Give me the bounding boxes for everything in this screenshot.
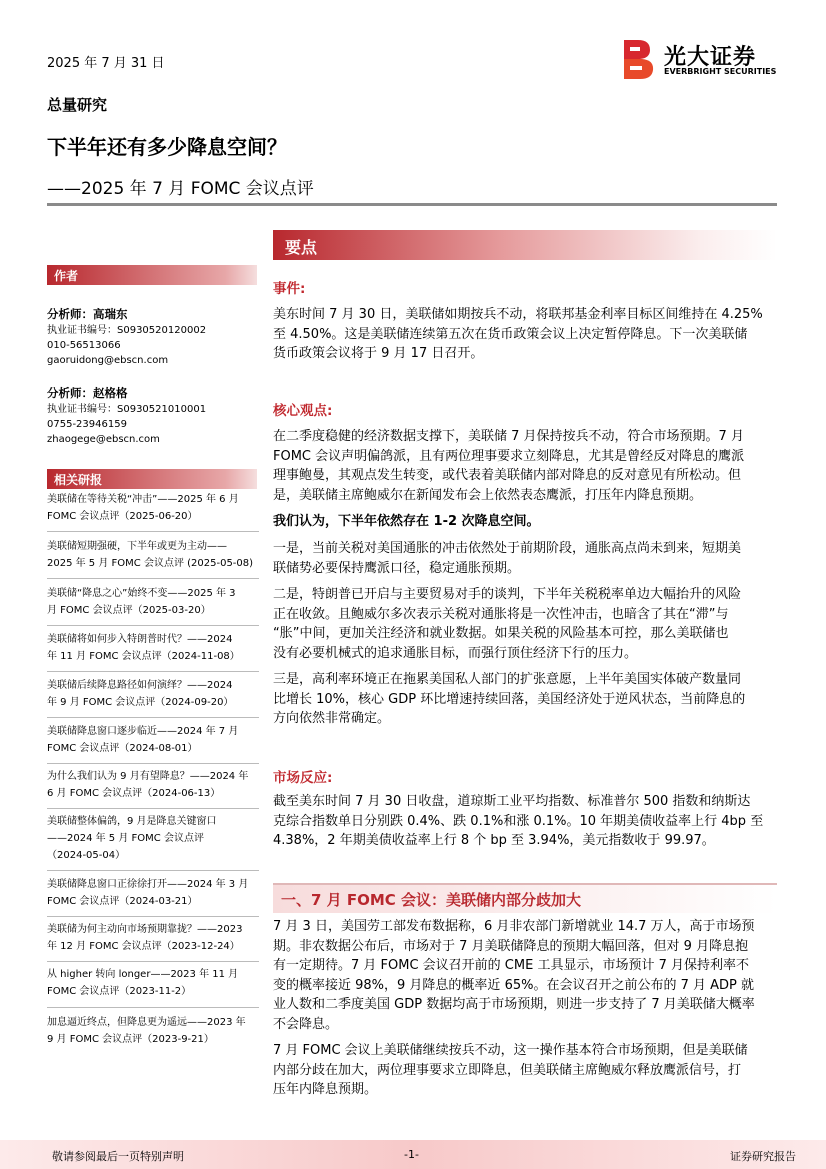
related-divider: [47, 578, 259, 579]
related-report-item[interactable]: 美联储整体偏鸽，9 月是降息关键窗口 ——2024 年 5 月 FOMC 会议点评 （2024-05-04）: [47, 816, 217, 861]
key-points-header-bar: [273, 230, 777, 260]
section-heading-bar: [273, 883, 777, 913]
related-divider: [47, 961, 259, 962]
header-divider: [47, 203, 777, 206]
related-report-item[interactable]: 美联储为何主动向市场预期靠拢？——2023 年 12 月 FOMC 会议点评（2023-12-24）: [47, 924, 243, 952]
related-report-item[interactable]: 美联储在等待关税“冲击”——2025 年 6 月 FOMC 会议点评（2025-06-20）: [47, 494, 239, 522]
related-divider: [47, 808, 259, 809]
section-one-paragraph-1: 7 月 3 日，美国劳工部发布数据称，6 月非农部门新增就业 14.7 万人，高于市场预 期。非农数据公布后，市场对于 7 月美联储降息的预期大幅回落，但对 9 月降息抱 有一定期待。7 月 FOMC 会议召开前的 CME 工具显示，市场预计 7 月保持利率不 变的概率接近 98%，9 月降息的概率近 65%。在会议召开之前公布的 7 月 ADP 就 业人数和二季度美国 GDP 数据均高于市场预期，则进一步支持了 7 月美联储大概率 不会降息。: [273, 919, 755, 1032]
event-paragraph: 美东时间 7 月 30 日，美联储如期按兵不动，将联邦基金利率目标区间维持在 4.25% 至 4.50%。这是美联储连续第五次在货币政策会议上决定暂停降息。下一次美联储 货币政策会议将于 9 月 17 日召开。: [273, 307, 763, 362]
author-cert: 执业证书编号：S0930520120002: [47, 325, 207, 336]
author-email[interactable]: zhaogege@ebscn.com: [47, 434, 160, 445]
related-divider: [47, 625, 259, 626]
author-block: [47, 384, 206, 447]
authors-label: 作者: [54, 269, 79, 283]
author-cert: 执业证书编号：S0930521010001: [47, 404, 207, 415]
everbright-logo-icon: [620, 38, 656, 80]
related-report-item[interactable]: 美联储“降息之心”始终不变——2025 年 3 月 FOMC 会议点评（2025-03-20）: [47, 588, 236, 616]
author-phone: 010-56513066: [47, 340, 121, 351]
related-divider: [47, 916, 259, 917]
author-name: 分析师：高瑞东: [47, 307, 128, 321]
related-report-item[interactable]: 为什么我们认为 9 月有望降息？——2024 年 6 月 FOMC 会议点评（2024-06-13）: [47, 771, 249, 799]
point-three-paragraph: 三是，高利率环境正在拖累美国私人部门的扩张意愿，上半年美国实体破产数量同 比增长 10%，核心 GDP 环比增速持续回落，美国经济处于逆风状态，当前降息的 方向依然非常确定。: [273, 672, 746, 727]
authors-header-bar: [47, 265, 257, 285]
related-report-item[interactable]: 美联储降息窗口正徐徐打开——2024 年 3 月 FOMC 会议点评（2024-03-21）: [47, 879, 249, 907]
author-email[interactable]: gaoruidong@ebscn.com: [47, 355, 169, 366]
related-header-bar: [47, 469, 257, 489]
author-phone: 0755-23946159: [47, 419, 127, 430]
author-name: 分析师：赵格格: [47, 386, 128, 400]
market-reaction-paragraph: 截至美东时间 7 月 30 日收盘，道琼斯工业平均指数、标准普尔 500 指数和纳斯达 克综合指数单日分别跌 0.4%、跌 0.1%和涨 0.1%。10 年期美债收益率上行 4bp 至 4.38%，2 年期美债收益率上行 8 个 bp 至 3.94%，美元指数收于 99.97。: [273, 794, 764, 849]
market-reaction-label: 市场反应:: [273, 770, 333, 786]
report-date: 2025 年 7 月 31 日: [47, 56, 165, 71]
related-report-item[interactable]: 美联储降息窗口逐步临近——2024 年 7 月 FOMC 会议点评（2024-08-01）: [47, 726, 239, 754]
related-divider: [47, 1007, 259, 1008]
point-two-paragraph: 二是，特朗普已开启与主要贸易对手的谈判，下半年关税税率单边大幅抬升的风险 正在收敛。且鲍威尔多次表示关税对通胀将是一次性冲击，也暗含了其在“滞”与 “胀”中间，更加关注经济和就业数据。如果关税的风险基本可控，那么美联储也 没有必要机械式的追求通胀目标，而强行顶住经济下行的压力。: [273, 587, 742, 661]
related-divider: [47, 763, 259, 764]
related-report-item[interactable]: 美联储短期强硬，下半年或更为主动—— 2025 年 5 月 FOMC 会议点评 (2025-05-08): [47, 541, 254, 569]
key-points-label: 要点: [285, 238, 318, 257]
company-logo: [620, 38, 780, 82]
related-divider: [47, 531, 259, 532]
author-block: [47, 305, 206, 368]
section-one-paragraph-2: 7 月 FOMC 会议上美联储继续按兵不动，这一操作基本符合市场预期，但是美联储 内部分歧在加大，两位理事要求立即降息，但美联储主席鲍威尔释放鹰派信号，打 压年内降息预期。: [273, 1043, 748, 1098]
related-report-item[interactable]: 美联储后续降息路径如何演绎？——2024 年 9 月 FOMC 会议点评（2024-09-20）: [47, 680, 234, 708]
report-type: 证券研究报告: [730, 1150, 796, 1163]
point-one-paragraph: 一是，当前关税对美国通胀的冲击依然处于前期阶段，通胀高点尚未到来，短期美 联储势必要保持鹰派口径，稳定通胀预期。: [273, 541, 742, 576]
disclaimer-link[interactable]: 敬请参阅最后一页特别声明: [52, 1150, 184, 1163]
related-report-item[interactable]: 美联储将如何步入特朗普时代？——2024 年 11 月 FOMC 会议点评（2024-11-08）: [47, 634, 240, 662]
page-number: -1-: [404, 1148, 419, 1161]
report-category: 总量研究: [47, 96, 108, 114]
page-title: 下半年还有多少降息空间？: [47, 135, 287, 159]
related-report-item[interactable]: 从 higher 转向 longer——2023 年 11 月 FOMC 会议点评（2023-11-2）: [47, 969, 239, 997]
related-divider: [47, 870, 259, 871]
view-statement: 我们认为，下半年依然存在 1-2 次降息空间。: [273, 514, 540, 529]
event-label: 事件:: [273, 281, 306, 297]
related-divider: [47, 671, 259, 672]
core-view-paragraph: 在二季度稳健的经济数据支撑下，美联储 7 月保持按兵不动，符合市场预期。7 月 FOMC 会议声明偏鸽派，且有两位理事要求立刻降息，尤其是曾经反对降息的鹰派 理事鲍曼，其观点发生转变，或代表着美联储内部对降息的反对意见有所松动。但 是，美联储主席鲍威尔在新闻发布会上依然表态鹰派，打压年内降息预期。: [273, 429, 745, 503]
page-subtitle: ——2025 年 7 月 FOMC 会议点评: [47, 179, 314, 199]
logo-chinese-name: 光大证券: [664, 45, 757, 70]
related-divider: [47, 717, 259, 718]
related-label: 相关研报: [54, 473, 103, 487]
section-one-title: 一、7 月 FOMC 会议：美联储内部分歧加大: [281, 891, 582, 909]
logo-english-name: EVERBRIGHT SECURITIES: [664, 67, 777, 76]
page-footer: [0, 1140, 826, 1169]
core-view-label: 核心观点:: [273, 403, 333, 419]
related-report-item[interactable]: 加息逼近终点，但降息更为遥远——2023 年 9 月 FOMC 会议点评（2023-9-21）: [47, 1017, 246, 1045]
